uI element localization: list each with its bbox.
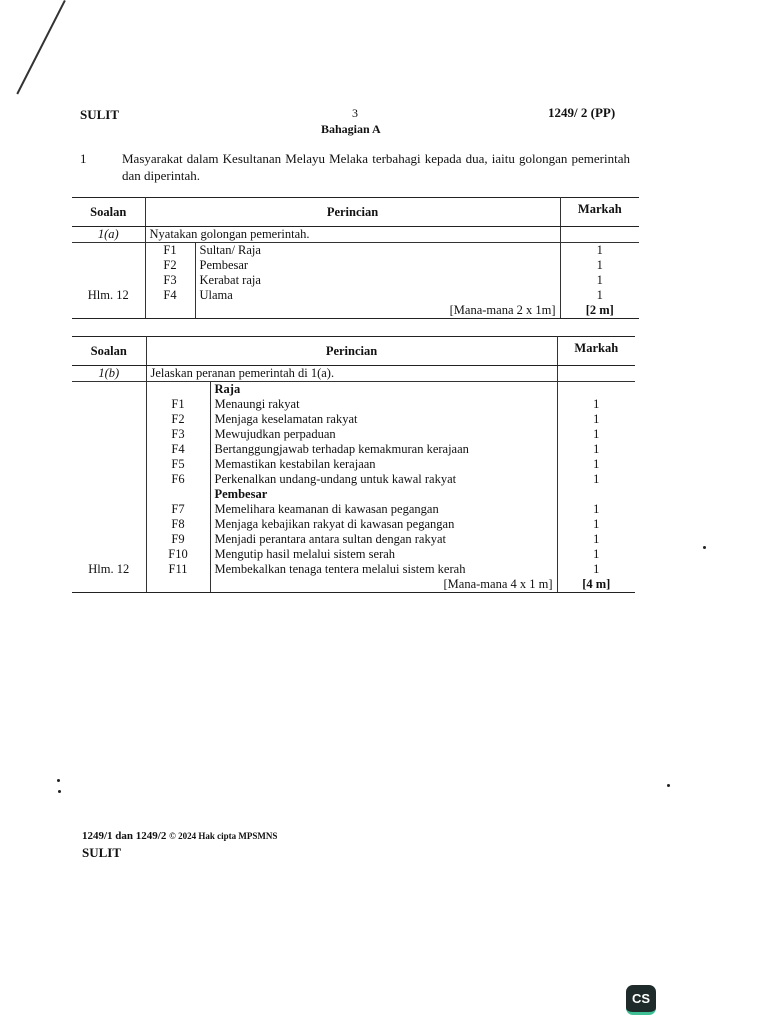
table-row bbox=[72, 382, 635, 398]
table-row bbox=[72, 427, 635, 442]
item-code: F2 bbox=[145, 258, 195, 273]
item-code: F8 bbox=[146, 517, 210, 532]
item-mark: 1 bbox=[596, 243, 603, 257]
mark-table-1b bbox=[72, 336, 635, 593]
item-text: Menjadi perantara antara sultan dengan rakyat bbox=[210, 532, 557, 547]
table-row bbox=[72, 577, 635, 593]
table-row bbox=[72, 243, 639, 259]
item-text: Memelihara keamanan di kawasan pegangan bbox=[210, 502, 557, 517]
table-row bbox=[72, 366, 635, 382]
table-row bbox=[72, 412, 635, 427]
item-text: Bertanggungjawab terhadap kemakmuran kerajaan bbox=[210, 442, 557, 457]
item-mark: 1 bbox=[593, 472, 600, 486]
section-title: Bahagian A bbox=[321, 122, 381, 136]
item-mark: 1 bbox=[593, 412, 600, 426]
item-text: Membekalkan tenaga tentera melalui sistem kerah bbox=[210, 562, 557, 577]
item-code: F7 bbox=[146, 502, 210, 517]
table-row bbox=[72, 562, 635, 577]
col-markah: Markah bbox=[560, 198, 639, 227]
item-code: F10 bbox=[146, 547, 210, 562]
camscanner-logo-icon: CS bbox=[626, 985, 656, 1015]
item-text: Pembesar bbox=[195, 258, 560, 273]
footer-sulit: SULIT bbox=[82, 845, 122, 860]
item-text: Menjaga kebajikan rakyat di kawasan pegangan bbox=[210, 517, 557, 532]
item-mark: 1 bbox=[593, 547, 600, 561]
table-row bbox=[72, 227, 639, 243]
scan-speck bbox=[667, 784, 670, 787]
item-mark: 1 bbox=[596, 273, 603, 287]
item-code: F1 bbox=[146, 397, 210, 412]
question-text: Masyarakat dalam Kesultanan Melayu Melaka terbahagi kepada dua, iaitu golongan pemerintah dan diperintah. bbox=[122, 151, 630, 183]
item-text: Menjaga keselamatan rakyat bbox=[210, 412, 557, 427]
part-stem: Nyatakan golongan pemerintah. bbox=[145, 227, 560, 243]
scan-artifact-line bbox=[16, 0, 65, 94]
group-heading: Pembesar bbox=[210, 487, 557, 502]
table-row bbox=[72, 457, 635, 472]
item-code: F4 bbox=[146, 442, 210, 457]
selection-note: [Mana-mana 2 x 1m] bbox=[195, 303, 560, 319]
item-text: Sultan/ Raja bbox=[195, 243, 560, 259]
table-row bbox=[72, 517, 635, 532]
item-mark: 1 bbox=[593, 517, 600, 531]
item-text: Perkenalkan undang-undang untuk kawal rakyat bbox=[210, 472, 557, 487]
item-text: Ulama bbox=[195, 288, 560, 303]
item-mark: 1 bbox=[593, 562, 600, 576]
col-soalan: Soalan bbox=[72, 337, 146, 366]
part-label: 1(a) bbox=[72, 227, 145, 243]
table-row bbox=[72, 303, 639, 319]
item-text: Memastikan kestabilan kerajaan bbox=[210, 457, 557, 472]
table-header-row bbox=[72, 198, 639, 227]
col-soalan: Soalan bbox=[72, 198, 145, 227]
item-code: F1 bbox=[145, 243, 195, 259]
table-row bbox=[72, 487, 635, 502]
table-row bbox=[72, 472, 635, 487]
col-perincian: Perincian bbox=[145, 198, 560, 227]
table-row bbox=[72, 397, 635, 412]
selection-note: [Mana-mana 4 x 1 m] bbox=[210, 577, 557, 593]
item-code: F4 bbox=[145, 288, 195, 303]
header-sulit: SULIT bbox=[80, 107, 120, 122]
question-number: 1 bbox=[80, 151, 87, 166]
item-code: F3 bbox=[145, 273, 195, 288]
item-mark: 1 bbox=[593, 442, 600, 456]
page-reference: Hlm. 12 bbox=[72, 288, 145, 303]
item-code: F11 bbox=[146, 562, 210, 577]
item-code: F9 bbox=[146, 532, 210, 547]
scan-speck bbox=[703, 546, 706, 549]
page-number: 3 bbox=[352, 106, 358, 120]
part-stem: Jelaskan peranan pemerintah di 1(a). bbox=[146, 366, 557, 382]
item-code: F3 bbox=[146, 427, 210, 442]
item-code: F5 bbox=[146, 457, 210, 472]
table-row bbox=[72, 273, 639, 288]
page-reference: Hlm. 12 bbox=[72, 562, 146, 577]
table-row bbox=[72, 532, 635, 547]
col-perincian: Perincian bbox=[146, 337, 557, 366]
table-row bbox=[72, 547, 635, 562]
mark-table-1a bbox=[72, 197, 639, 319]
table-header-row bbox=[72, 337, 635, 366]
scan-speck bbox=[58, 790, 61, 793]
item-mark: 1 bbox=[593, 457, 600, 471]
footer-codes: 1249/1 dan 1249/2 bbox=[82, 830, 167, 842]
footer-copyright: © 2024 Hak cipta MPSMNS bbox=[169, 831, 278, 841]
table-row bbox=[72, 442, 635, 457]
item-mark: 1 bbox=[596, 258, 603, 272]
item-text: Menaungi rakyat bbox=[210, 397, 557, 412]
table-row bbox=[72, 502, 635, 517]
item-mark: 1 bbox=[596, 288, 603, 302]
col-markah: Markah bbox=[557, 337, 635, 366]
item-text: Kerabat raja bbox=[195, 273, 560, 288]
footer-paper-codes bbox=[82, 830, 277, 842]
table-row bbox=[72, 288, 639, 303]
part-label: 1(b) bbox=[72, 366, 146, 382]
item-mark: 1 bbox=[593, 532, 600, 546]
item-text: Mewujudkan perpaduan bbox=[210, 427, 557, 442]
table-row bbox=[72, 258, 639, 273]
paper-code: 1249/ 2 (PP) bbox=[548, 105, 616, 120]
item-text: Mengutip hasil melalui sistem serah bbox=[210, 547, 557, 562]
group-heading: Raja bbox=[210, 382, 557, 398]
scan-speck bbox=[57, 779, 60, 782]
item-mark: 1 bbox=[593, 502, 600, 516]
item-code: F6 bbox=[146, 472, 210, 487]
item-mark: 1 bbox=[593, 397, 600, 411]
total-mark: [2 m] bbox=[560, 303, 639, 319]
item-mark: 1 bbox=[593, 427, 600, 441]
item-code: F2 bbox=[146, 412, 210, 427]
total-mark: [4 m] bbox=[557, 577, 635, 593]
